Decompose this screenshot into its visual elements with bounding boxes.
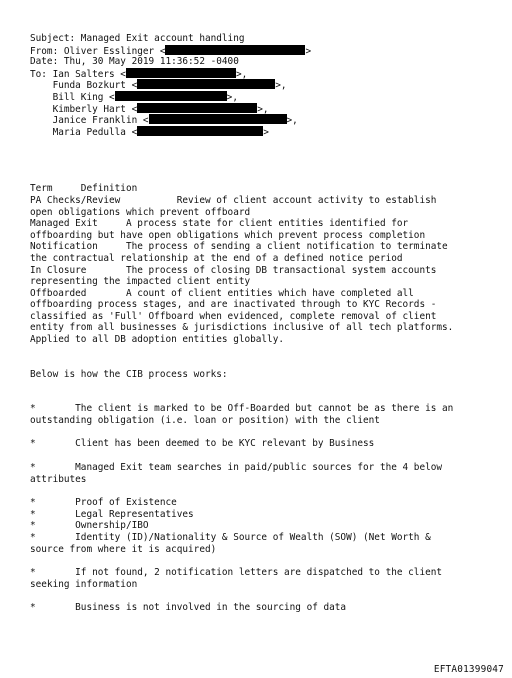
attribute-item: * Proof of Existence [30, 497, 177, 509]
definition-line: Managed Exit A process state for client entities identified for [30, 218, 409, 230]
spacer [30, 137, 500, 183]
process-bullet: * Business is not involved in the sourcing of data [30, 602, 347, 614]
spacer [30, 380, 500, 403]
process-bullet: * Client has been deemed to be KYC relevant by Business [30, 438, 375, 450]
redaction-block [115, 91, 227, 101]
recipient-line: Kimberly Hart < >, [30, 103, 269, 115]
definition-line: classified as 'Full' Offboard when evidenced, complete removal of client [30, 310, 437, 322]
attribute-list [30, 497, 500, 555]
spacer [30, 450, 500, 462]
recipient-line: Bill King < >, [30, 91, 238, 103]
spacer [30, 346, 500, 369]
attribute-item: * Legal Representatives [30, 508, 194, 520]
spacer [30, 555, 500, 567]
from-line: From: Oliver Esslinger < > [30, 45, 312, 57]
process-intro: Below is how the CIB process works: [30, 368, 228, 380]
redaction-block [137, 79, 275, 89]
process-bullet: * Managed Exit team searches in paid/public sources for the 4 below attributes [30, 462, 443, 485]
attribute-item: * Ownership/IBO [30, 520, 149, 532]
definition-line: Applied to all DB adoption entities globally. [30, 334, 284, 346]
definition-line: entity from all businesses & jurisdictions inclusive of all tech platforms. [30, 322, 454, 334]
process-bullet: * If not found, 2 notification letters are dispatched to the client seeking information [30, 567, 443, 590]
definitions-block [30, 183, 500, 345]
redaction-block [149, 114, 287, 124]
redaction-block [126, 68, 236, 78]
definition-line: Notification The process of sending a client notification to terminate [30, 241, 448, 253]
definition-line: representing the impacted client entity [30, 276, 251, 288]
redaction-block [137, 126, 263, 136]
process-bullet: * The client is marked to be Off-Boarded but cannot be as there is an outstanding obligation (i.e. loan or position) with the client [30, 403, 454, 426]
spacer [30, 590, 500, 602]
date-line: Date: Thu, 30 May 2019 11:36:52 -0400 [30, 56, 239, 68]
spacer [30, 485, 500, 497]
subject-line: Subject: Managed Exit account handling [30, 33, 245, 44]
attribute-item: source from where it is acquired) [30, 543, 217, 555]
spacer [30, 426, 500, 438]
definition-line: Term Definition [30, 183, 138, 195]
definition-line: offboarding process stages, and are inactivated through to KYC Records - [30, 299, 437, 311]
definition-line: Offboarded A count of client entities which have completed all [30, 287, 414, 299]
document-id: EFTA01399047 [433, 664, 504, 675]
email-header [30, 33, 500, 137]
definition-line: PA Checks/Review Review of client account activity to establish [30, 194, 437, 206]
email-document [30, 33, 500, 614]
redaction-block [137, 103, 257, 113]
redaction-block [165, 45, 305, 55]
recipient-line: Funda Bozkurt < >, [30, 80, 287, 92]
recipient-line: Janice Franklin < >, [30, 115, 298, 127]
recipient-line: Maria Pedulla < > [30, 126, 269, 138]
definition-line: In Closure The process of closing DB transactional system accounts [30, 264, 437, 276]
definition-line: the contractual relationship at the end of a defined notice period [30, 252, 403, 264]
attribute-item: * Identity (ID)/Nationality & Source of Wealth (SOW) (Net Worth & [30, 532, 431, 543]
definition-line: open obligations which prevent offboard [30, 206, 251, 218]
definition-line: offboarding but have open obligations which prevent process completion [30, 229, 426, 241]
to-line: To: Ian Salters < >, [30, 68, 248, 80]
